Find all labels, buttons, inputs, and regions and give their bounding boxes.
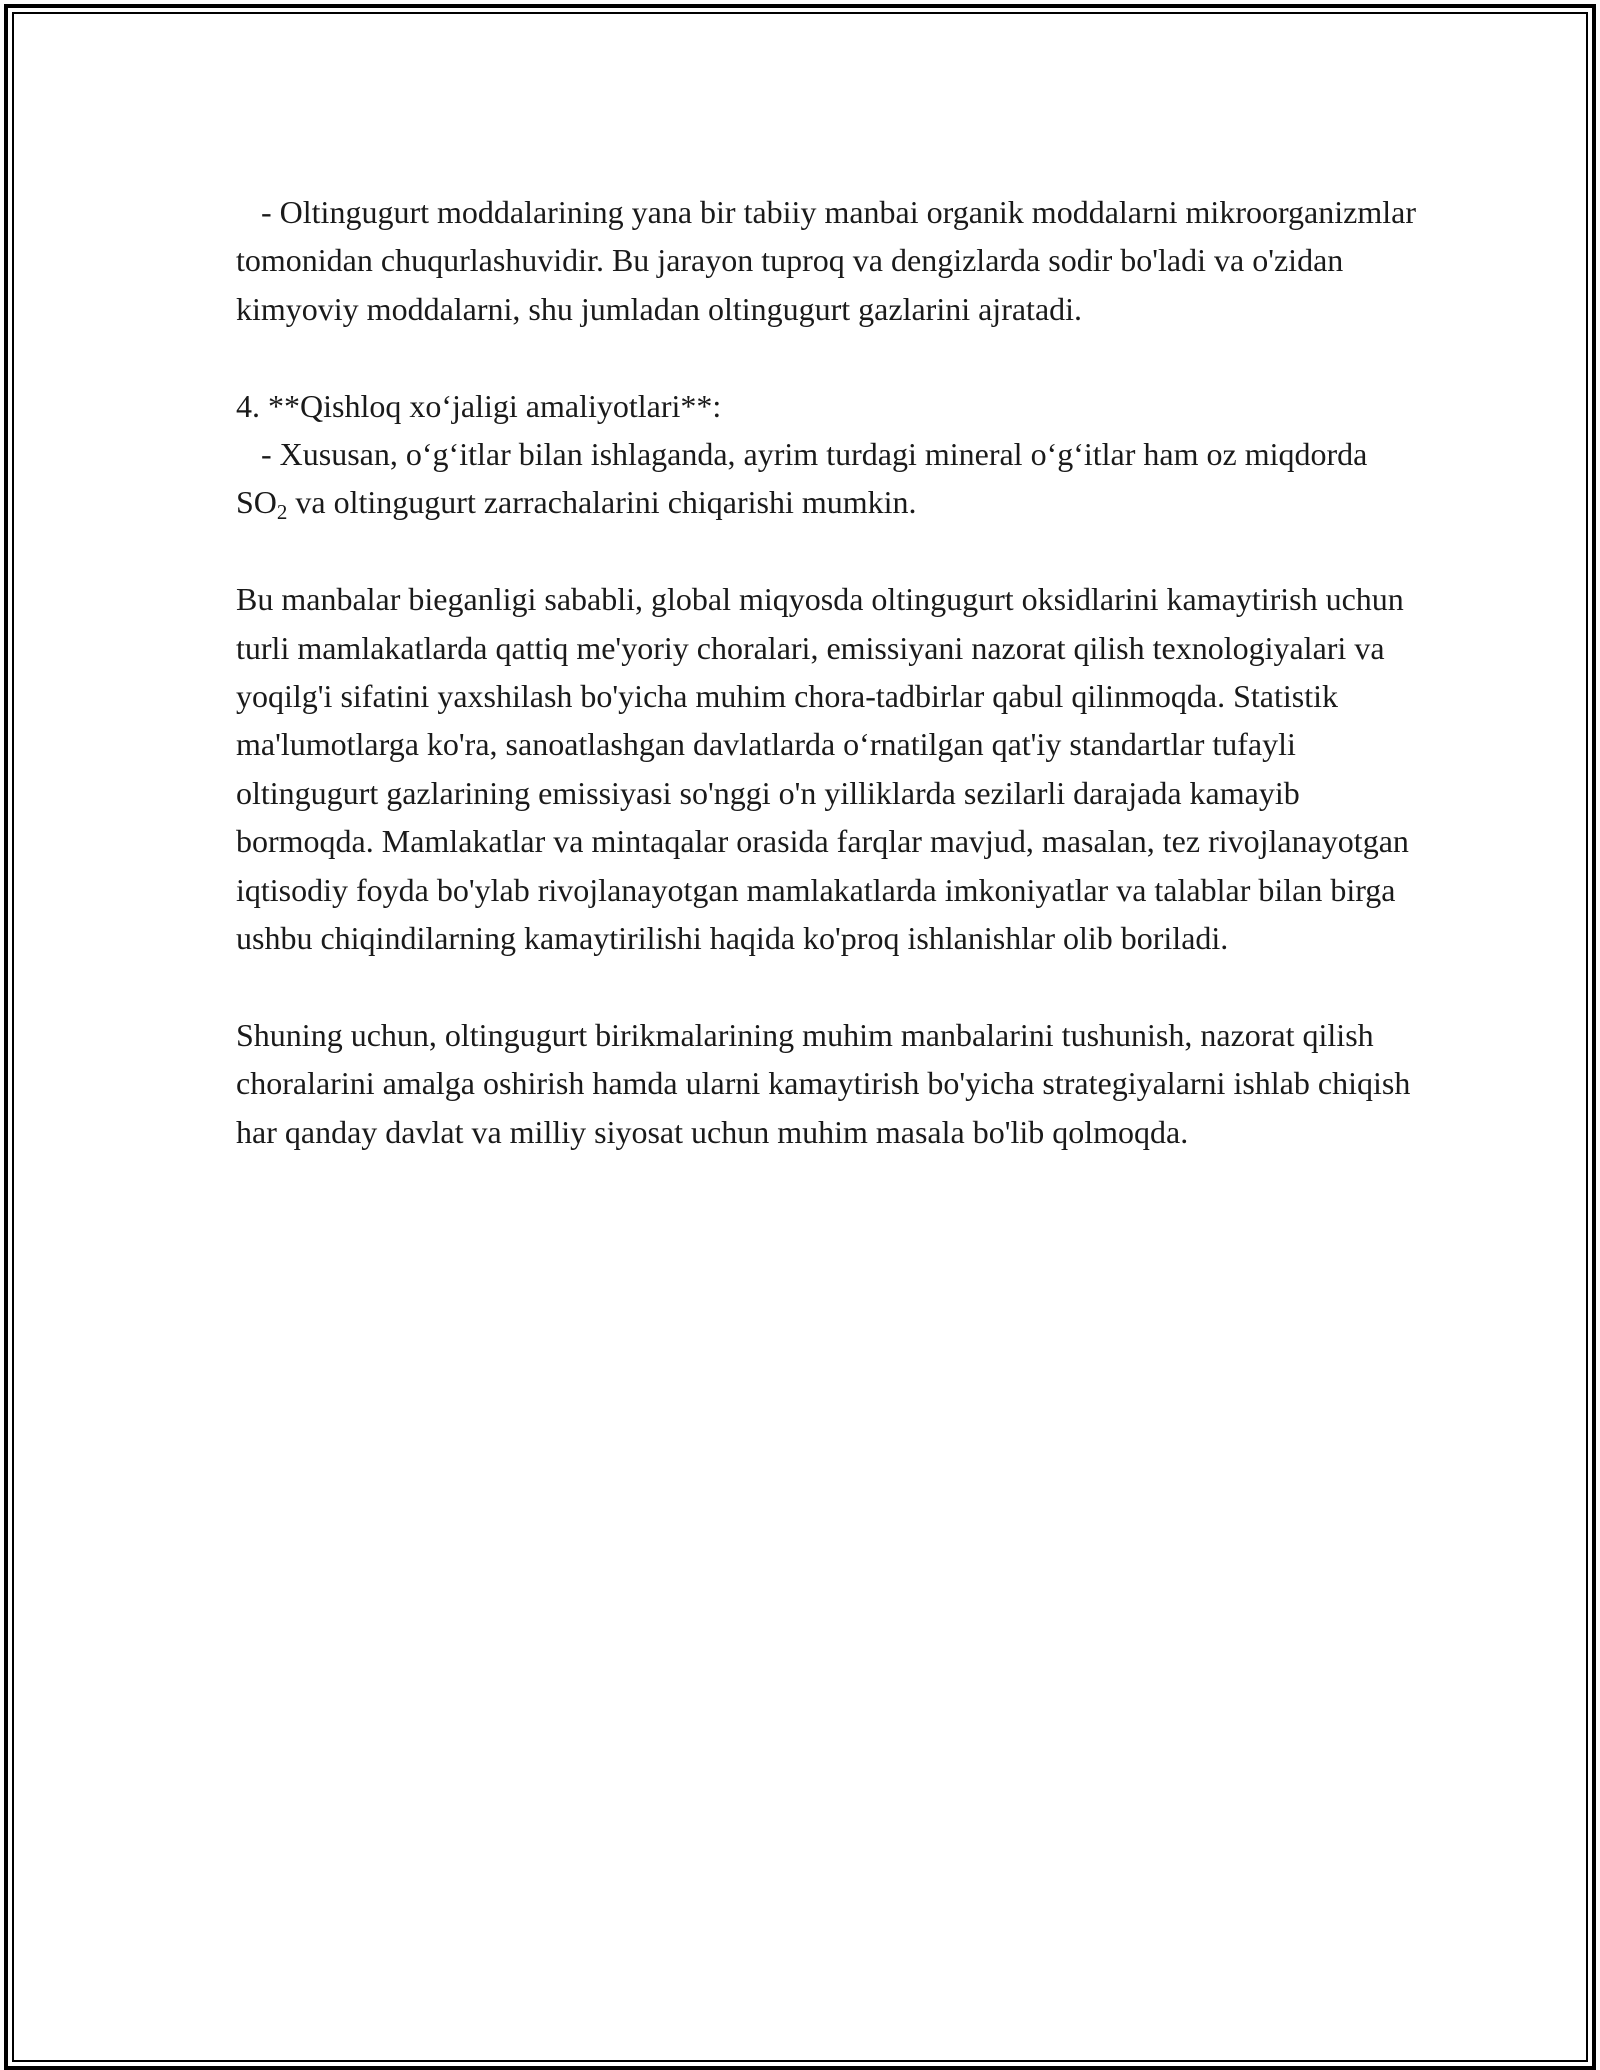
document-body	[236, 188, 1416, 1204]
paragraph-conclusion: Shuning uchun, oltingugurt birikmalarining muhim manbalarini tushunish, nazorat qilish choralarini amalga oshirish hamda ularni kamaytirish bo'yicha strategiyalarni ishlab chiqish har qanday davlat va milliy siyosat uchun muhim masala bo'lib qolmoqda.	[236, 1016, 1411, 1150]
bullet-dash: -	[261, 194, 272, 230]
section-heading: 4. **Qishloq xo‘jaligi amaliyotlari**:	[236, 387, 722, 424]
paragraph-regulation: Bu manbalar bieganligi sababli, global miqyosda oltingugurt oksidlarini kamaytirish uchun turli mamlakatlarda qattiq me'yoriy choralari, emissiyani nazorat qilish texnologiyalari va yoqilg'i sifatini yaxshilash bo'yicha muhim chora-tadbirlar qabul qilinmoqda. Statistik ma'lumotlarga ko'ra, sanoatlashgan davlatlarda o‘rnatilgan qat'iy standartlar tufayli oltingugurt gazlarining emissiyasi so'nggi o'n yilliklarda sezilarli darajada kamayib bormoqda. Mamlakatlar va mintaqalar orasida farqlar mavjud, masalan, tez rivojlanayotgan iqtisodiy foyda bo'ylab rivojlanayotgan mamlakatlarda imkoniyatlar va talablar bilan birga ushbu chiqindilarning kamaytirilishi haqida ko'proq ishlanishlar olib boriladi.	[236, 581, 1409, 957]
bullet-text-before: Xususan, o‘g‘itlar bilan ishlaganda, ayrim turdagi mineral o‘g‘itlar ham oz miqdorda SO	[236, 436, 1368, 521]
section-agriculture	[236, 382, 1416, 527]
bullet-text: Oltingugurt moddalarining yana bir tabiiy manbai organik moddalarni mikroorganizmlar tomonidan chuqurlashuvidir. Bu jarayon tuproq va dengizlarda sodir bo'ladi va o'zidan kimyoviy moddalarni, shu jumladan oltingugurt gazlarini ajratadi.	[236, 194, 1416, 327]
bullet-dash: -	[261, 436, 272, 473]
bullet-item-microorganisms	[236, 188, 1416, 333]
subscript-2: 2	[276, 500, 288, 525]
bullet-text-after: va oltingugurt zarrachalarini chiqarishi mumkin.	[287, 484, 917, 521]
